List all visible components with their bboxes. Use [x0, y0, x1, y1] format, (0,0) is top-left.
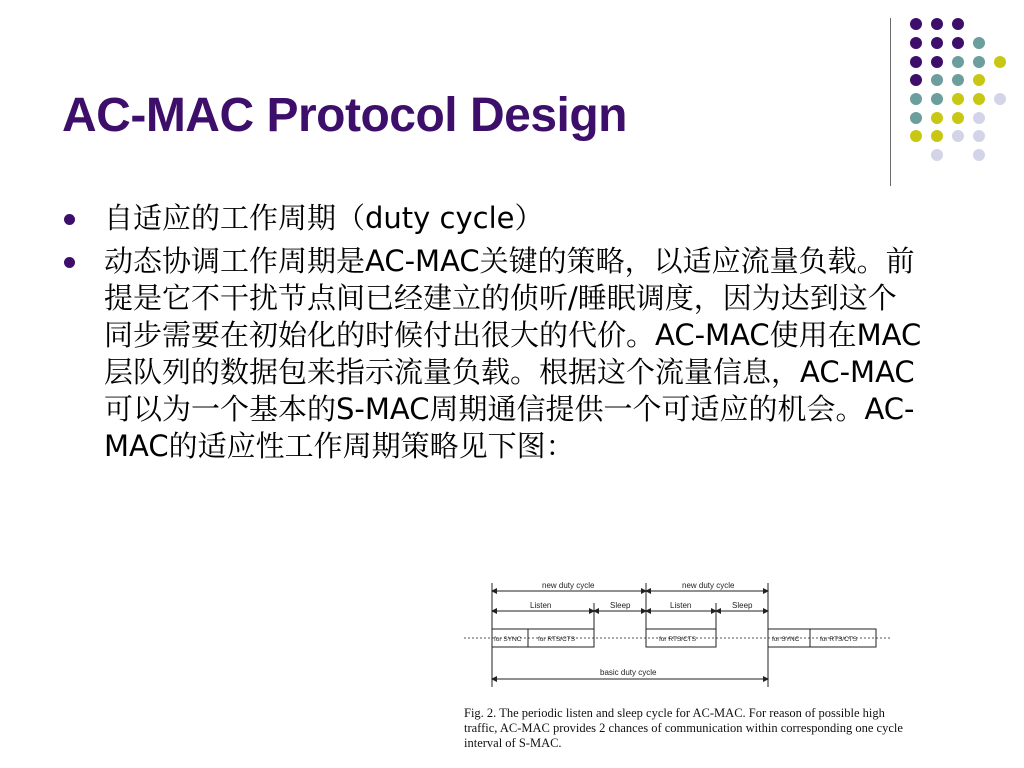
dot	[952, 56, 964, 68]
bullet-dot-icon	[64, 257, 75, 268]
rts-cts-label: for RTS/CTS	[538, 636, 576, 643]
dot	[952, 130, 964, 142]
rts-cts-label: for RTS/CTS	[820, 636, 858, 643]
dot	[910, 37, 922, 49]
new-duty-cycle-label: new duty cycle	[542, 581, 595, 590]
dot	[931, 93, 943, 105]
bullet-text: 自适应的工作周期（duty cycle）	[104, 201, 544, 235]
new-duty-cycle-label: new duty cycle	[682, 581, 735, 590]
dot	[910, 56, 922, 68]
basic-duty-cycle-label: basic duty cycle	[600, 668, 657, 677]
listen-label: Listen	[530, 601, 552, 610]
dot	[973, 37, 985, 49]
figure-caption: Fig. 2. The periodic listen and sleep cycle for AC-MAC. For reason of possible high traffic, AC-MAC provides 2 chances of communication within corresponding one cycle interval of S-MAC.	[464, 706, 903, 750]
sleep-label: Sleep	[610, 601, 631, 610]
dot	[973, 112, 985, 124]
bullet-item	[62, 200, 922, 237]
sync-label: for SYNC	[494, 636, 522, 643]
dot	[931, 112, 943, 124]
dot	[952, 112, 964, 124]
dot	[952, 18, 964, 30]
dot	[931, 149, 943, 161]
dot	[931, 56, 943, 68]
dot	[910, 18, 922, 30]
sleep-label: Sleep	[732, 601, 753, 610]
dot	[994, 56, 1006, 68]
slide-title: AC-MAC Protocol Design	[62, 89, 627, 142]
dot-grid-decoration	[0, 0, 1024, 200]
sync-label: for SYNC	[772, 636, 800, 643]
dot	[931, 18, 943, 30]
dot	[931, 74, 943, 86]
dot	[952, 37, 964, 49]
bullet-text: 动态协调工作周期是AC-MAC关键的策略，以适应流量负载。前提是它不干扰节点间已经建立的侦听/睡眠调度，因为达到这个同步需要在初始化的时候付出很大的代价。AC-MAC使用在MAC层队列的数据包来指示流量负载。根据这个流量信息，AC-MAC可以为一个基本的S-MAC周期通信提供一个可适应的机会。AC-MAC的适应性工作周期策略见下图：	[104, 244, 922, 463]
dot	[910, 74, 922, 86]
dot	[973, 149, 985, 161]
bullet-item	[62, 243, 922, 465]
dot	[973, 130, 985, 142]
rts-cts-label: for RTS/CTS	[659, 636, 697, 643]
vertical-divider	[890, 18, 891, 186]
dot	[973, 74, 985, 86]
dot	[994, 93, 1006, 105]
dot	[952, 93, 964, 105]
bullet-dot-icon	[64, 214, 75, 225]
bullet-list	[62, 200, 922, 465]
dot	[952, 74, 964, 86]
dot	[910, 130, 922, 142]
dot	[910, 93, 922, 105]
dot	[931, 130, 943, 142]
listen-label: Listen	[670, 601, 692, 610]
dot	[910, 112, 922, 124]
dot	[931, 37, 943, 49]
dot	[973, 56, 985, 68]
dot	[973, 93, 985, 105]
